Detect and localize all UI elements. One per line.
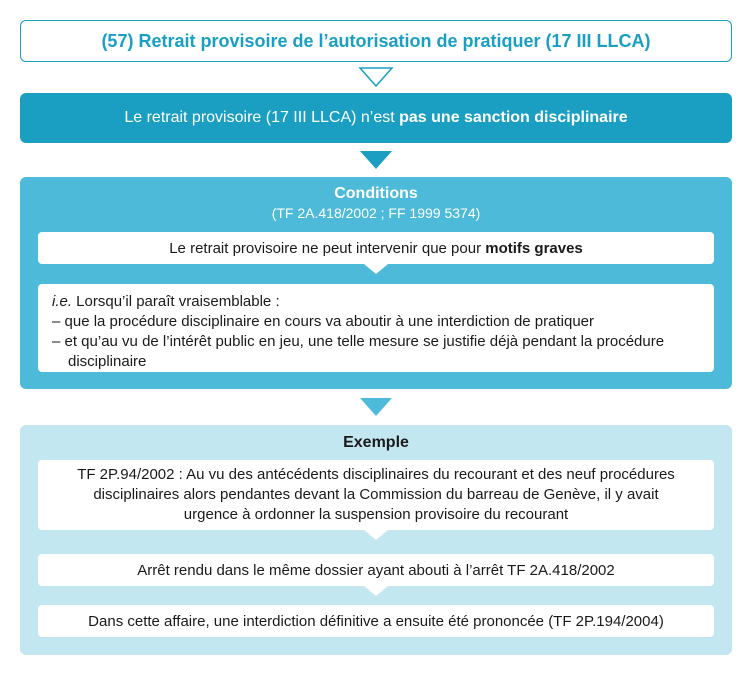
arrow-down-dark-icon	[358, 149, 394, 171]
notch-icon	[364, 264, 388, 274]
example-ruling-text: Arrêt rendu dans le même dossier ayant abouti à l’arrêt TF 2A.418/2002	[137, 561, 615, 579]
conditions-detail-item-1: – que la procédure disciplinaire en cours va aboutir à une interdiction de pratiquer	[52, 313, 594, 330]
conditions-main-text: Le retrait provisoire ne peut intervenir que pour motifs graves	[169, 239, 583, 257]
diagram-title-box	[20, 20, 732, 62]
statement-box	[20, 93, 732, 143]
conditions-detail-intro: i.e. Lorsqu’il paraît vraisemblable :	[52, 293, 280, 310]
example-title: Exemple	[343, 434, 409, 451]
example-box	[20, 425, 732, 655]
notch-icon	[364, 586, 388, 596]
conditions-reference: (TF 2A.418/2002 ; FF 1999 5374)	[271, 205, 481, 221]
diagram-title: (57) Retrait provisoire de l’autorisation de pratiquer (17 III LLCA)	[101, 30, 651, 51]
notch-icon	[364, 530, 388, 540]
example-case-line-1: TF 2P.94/2002 : Au vu des antécédents disciplinaires du recourant et des neuf procédures	[77, 466, 675, 483]
arrow-down-light-icon	[358, 396, 394, 418]
example-case-line-2: disciplinaires alors pendantes devant la Commission du barreau de Genève, il y avait	[93, 486, 659, 503]
example-outcome-box	[38, 605, 714, 637]
example-case-box	[38, 460, 714, 530]
example-outcome-text: Dans cette affaire, une interdiction définitive a ensuite été prononcée (TF 2P.194/2004)	[88, 612, 664, 630]
statement-text: Le retrait provisoire (17 III LLCA) n’est pas une sanction disciplinaire	[124, 109, 628, 126]
conditions-detail-item-2: – et qu’au vu de l’intérêt public en jeu, une telle mesure se justifie déjà pendant la procédure	[52, 333, 665, 350]
example-case-line-3: urgence à ordonner la suspension provisoire du recourant	[183, 506, 569, 523]
example-ruling-box	[38, 554, 714, 586]
conditions-box	[20, 177, 732, 389]
arrow-down-outline-icon	[358, 66, 394, 88]
conditions-detail-box	[38, 284, 714, 372]
conditions-main-box	[38, 232, 714, 264]
conditions-detail-item-2-cont: disciplinaire	[68, 353, 147, 370]
conditions-title: Conditions	[334, 185, 418, 202]
